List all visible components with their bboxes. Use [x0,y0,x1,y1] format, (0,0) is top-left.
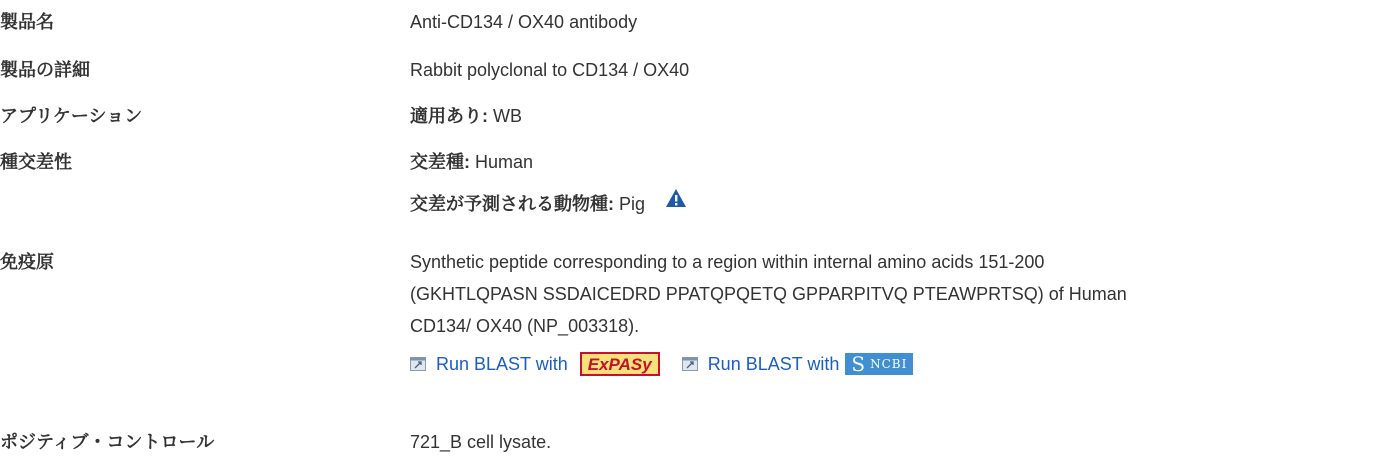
reactivity-value: Human [470,152,534,172]
label-immunogen: 免疫原 [0,252,54,272]
reactivity-key: 交差種: [410,152,470,172]
external-link-icon [410,357,426,371]
value-predicted-reactivity [410,188,1370,220]
run-blast-ncbi-label: Run BLAST with [707,354,840,374]
ncbi-logo-text: NCBI [870,357,908,371]
run-blast-expasy-label: Run BLAST with [436,354,568,374]
value-immunogen [410,246,1370,380]
label-application: アプリケーション [0,106,143,126]
value-product-name: Anti-CD134 / OX40 antibody [410,12,638,32]
expasy-logo: ExPASy [580,352,660,376]
label-product-detail: 製品の詳細 [0,60,90,80]
label-product-name: 製品名 [0,12,54,32]
predicted-value: Pig [614,194,646,214]
ncbi-mark-icon: S [851,352,867,376]
immunogen-line-2: (GKHTLQPASN SSDAICEDRD PPATQPQETQ GPPARPITVQ PTEAWPRTSQ) of Human [410,284,1127,304]
external-link-icon [682,357,698,371]
predicted-key: 交差が予測される動物種: [410,194,614,214]
run-blast-ncbi-link[interactable] [682,348,914,380]
immunogen-line-1: Synthetic peptide corresponding to a region within internal amino acids 151-200 [410,252,1045,272]
immunogen-line-3: CD134/ OX40 (NP_003318). [410,316,640,336]
blast-links [410,348,1370,380]
value-reactivity [410,146,1370,178]
label-reactivity: 種交差性 [0,152,72,172]
warning-triangle-icon[interactable] [665,188,687,208]
value-positive-control: 721_B cell lysate. [410,432,552,452]
run-blast-expasy-link[interactable] [410,348,660,380]
ncbi-logo [845,353,913,375]
value-product-detail: Rabbit polyclonal to CD134 / OX40 [410,60,690,80]
application-value: WB [488,106,522,126]
application-key: 適用あり: [410,106,488,126]
label-positive-control: ポジティブ・コントロール [0,432,215,452]
value-application [410,100,1370,132]
